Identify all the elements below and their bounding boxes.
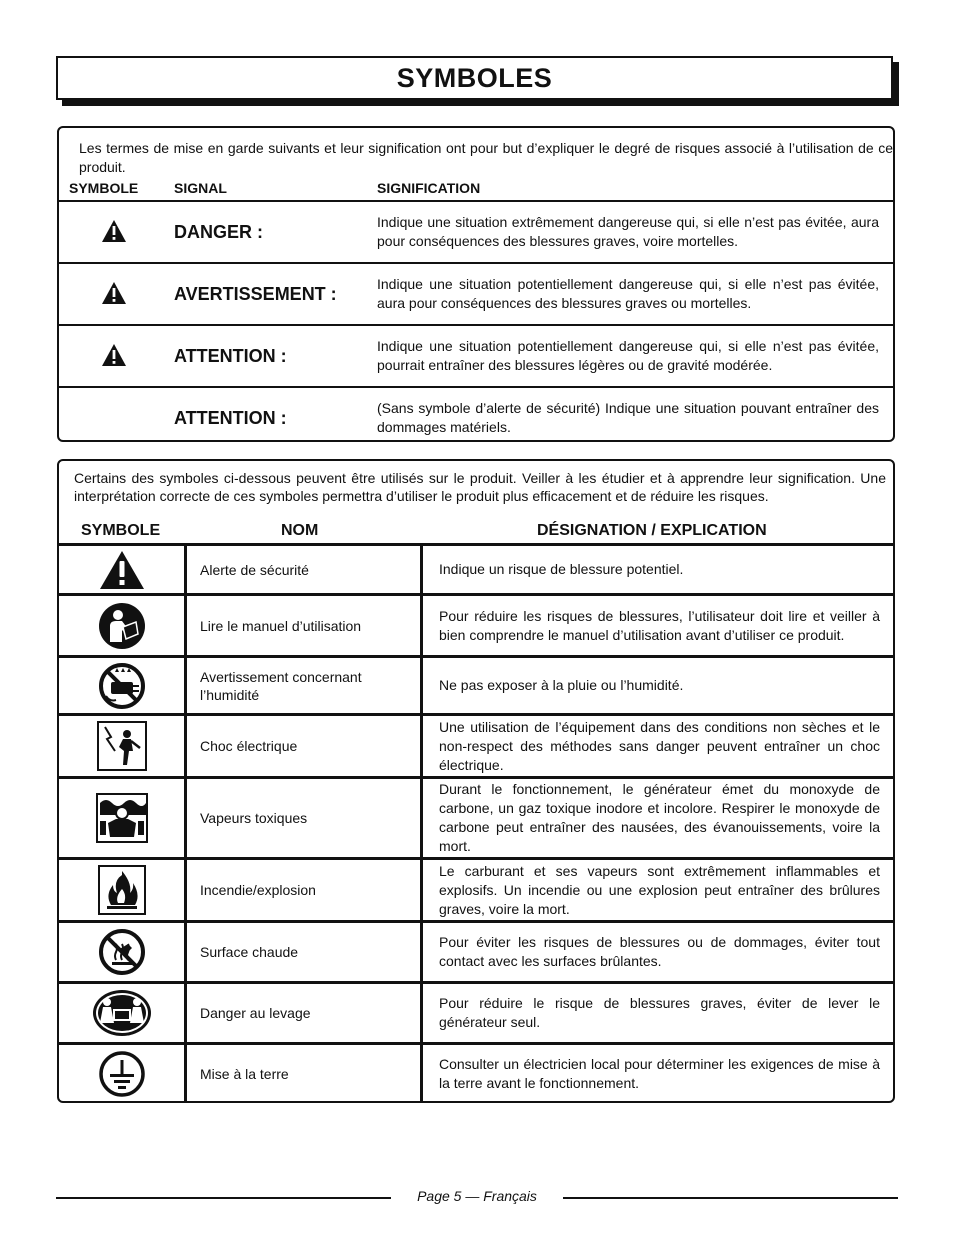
title-box	[56, 56, 893, 100]
fire-explosion-icon	[98, 865, 146, 915]
signal-meaning: Indique une situation potentiellement dangereuse qui, si elle n’est pas évitée, pourrait entraîner des blessures légères ou de gravité modérée.	[377, 338, 879, 373]
symbol-explanation: Pour réduire les risques de blessures, l’utilisateur doit lire et veiller à bien comprendre le manuel d’utilisation avant d’utiliser ce produit.	[439, 607, 880, 643]
symbol-explanation: Une utilisation de l’équipement dans des conditions non sèches et le non-respect des méthodes sans danger peuvent entraîner un choc électrique.	[439, 718, 880, 773]
symbols-intro: Certains des symboles ci-dessous peuvent être utilisés sur le produit. Veiller à les étudier et à apprendre leur signification. Une interprétation correcte de ces symboles permettra d’utiliser le produit plus efficacement et de réduire les risques.	[74, 470, 886, 504]
header-signal: SIGNAL	[174, 180, 227, 196]
table-row	[59, 543, 893, 593]
symbol-explanation: Durant le fonctionnement, le générateur émet du monoxyde de carbone, un gaz toxique inodore et incolore. Respirer le monoxyde de carbone peut entraîner des nausées, des évanouissements, voire la mort.	[439, 781, 880, 854]
symbol-name: Mise à la terre	[187, 1045, 423, 1102]
read-manual-icon	[98, 602, 146, 650]
symbol-explanation: Consulter un électricien local pour déterminer les exigences de mise à la terre avant le fonctionnement.	[439, 1055, 880, 1091]
header-name: NOM	[281, 522, 319, 539]
symbol-explanation: Pour éviter les risques de blessures ou de dommages, éviter tout contact avec les surfaces brûlantes.	[439, 934, 880, 969]
signal-meaning: Indique une situation extrêmement dangereuse qui, si elle n’est pas évitée, aura pour conséquences des blessures graves, voire mortelles.	[377, 214, 879, 249]
symbol-name: Danger au levage	[187, 984, 423, 1042]
electric-shock-icon	[97, 721, 147, 771]
page-title: SYMBOLES	[396, 63, 553, 93]
header-symbol: SYMBOLE	[69, 180, 139, 196]
footer-rule-right	[563, 1197, 898, 1199]
signal-label: AVERTISSEMENT :	[174, 284, 337, 304]
symbol-name: Choc électrique	[187, 716, 423, 776]
signal-words-panel	[57, 126, 895, 442]
symbol-name: Alerte de sécurité	[187, 546, 423, 593]
ground-icon	[98, 1050, 146, 1098]
signal-row	[59, 324, 893, 388]
signal-label: ATTENTION :	[174, 408, 287, 428]
symbol-name: Surface chaude	[187, 923, 423, 981]
symbol-name: Incendie/explosion	[187, 860, 423, 920]
symbol-explanation: Ne pas exposer à la pluie ou l’humidité.	[439, 677, 684, 693]
header-explanation: DÉSIGNATION / EXPLICATION	[537, 522, 767, 539]
header-meaning: SIGNIFICATION	[377, 180, 481, 196]
symbol-explanation: Indique un risque de blessure potentiel.	[439, 561, 684, 577]
no-wet-conditions-icon	[98, 662, 146, 710]
signal-label: ATTENTION :	[174, 346, 287, 366]
table-row	[59, 713, 893, 776]
symbol-name: Vapeurs toxiques	[187, 779, 423, 857]
table-row	[59, 981, 893, 1042]
table-row	[59, 593, 893, 655]
signal-intro: Les termes de mise en garde suivants et leur signification ont pour but d’expliquer le degré de risques associé à l’utilisation de ce produit.	[79, 140, 893, 175]
footer-rule-left	[56, 1197, 391, 1199]
symbol-name: Avertissement concernant l’humidité	[187, 658, 423, 713]
symbol-name: Lire le manuel d’utilisation	[187, 596, 423, 655]
signal-row	[59, 200, 893, 264]
signal-row	[59, 262, 893, 326]
signal-row	[59, 386, 893, 442]
warning-triangle-icon	[101, 219, 127, 243]
table-row	[59, 776, 893, 857]
signal-meaning: Indique une situation potentiellement dangereuse qui, si elle n’est pas évitée, aura pour conséquences des blessures graves ou mortelles.	[377, 276, 879, 311]
toxic-fumes-icon	[96, 793, 148, 843]
header-symbol: SYMBOLE	[81, 522, 161, 539]
table-row	[59, 1042, 893, 1102]
signal-label: DANGER :	[174, 222, 263, 242]
symbols-panel	[57, 459, 895, 1103]
safety-alert-icon	[99, 550, 145, 590]
hot-surface-icon	[98, 928, 146, 976]
lifting-hazard-icon	[92, 989, 152, 1037]
table-row	[59, 857, 893, 920]
page-footer: Page 5 — Français	[417, 1188, 537, 1204]
table-row	[59, 920, 893, 981]
signal-meaning: (Sans symbole d’alerte de sécurité) Indique une situation pouvant entraîner des dommages matériels.	[377, 400, 879, 435]
symbol-explanation: Le carburant et ses vapeurs sont extrêmement inflammables et explosifs. Un incendie ou une explosion peut entraîner des brûlures graves, voire la mort.	[439, 862, 880, 917]
warning-triangle-icon	[101, 343, 127, 367]
table-row	[59, 655, 893, 713]
warning-triangle-icon	[101, 281, 127, 305]
symbol-explanation: Pour réduire le risque de blessures graves, éviter de lever le générateur seul.	[439, 995, 880, 1030]
